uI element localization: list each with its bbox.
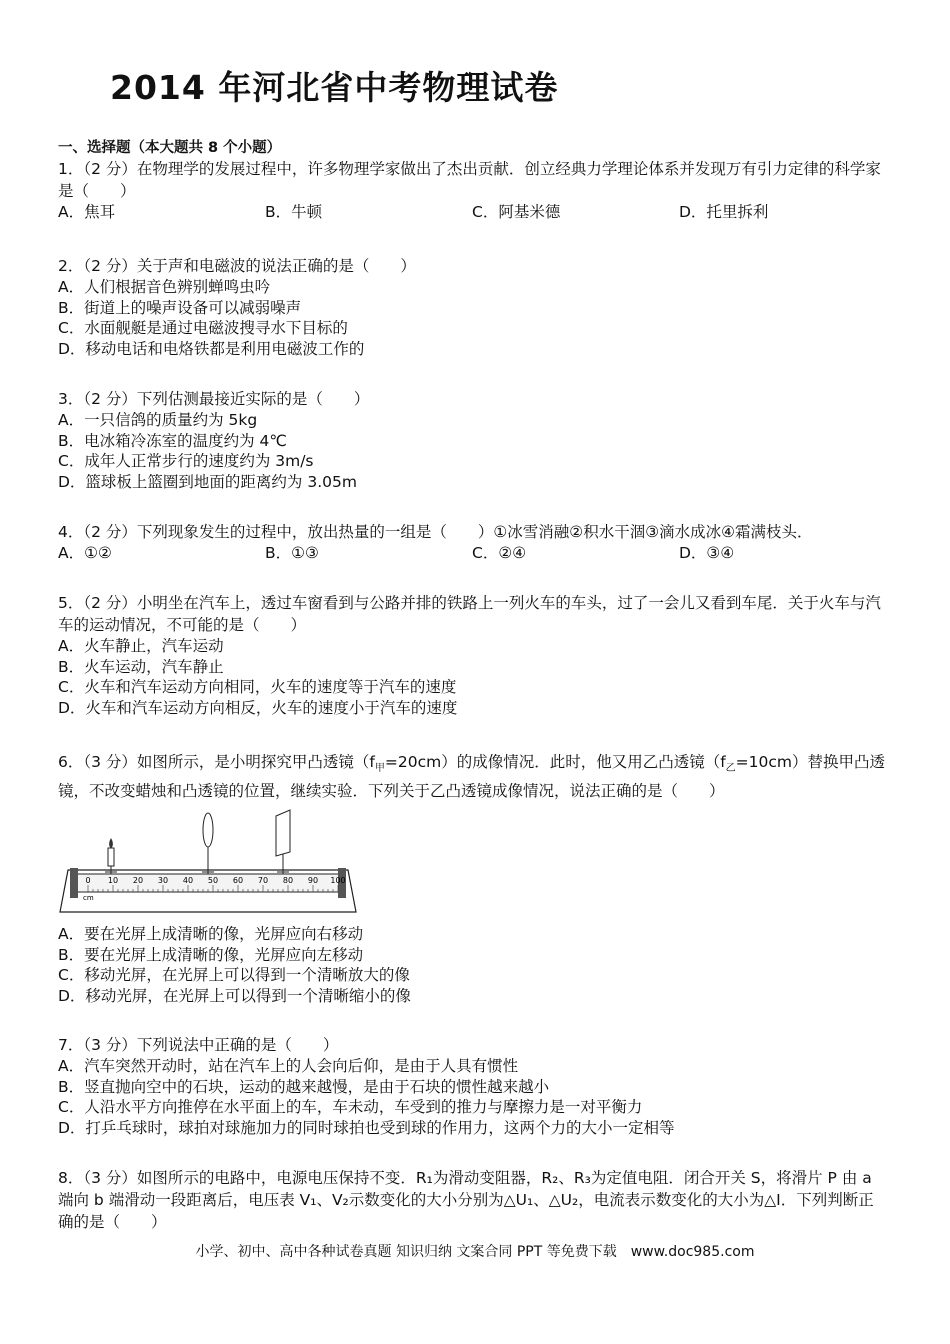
ruler-tick-label: 40 (182, 876, 194, 885)
option-d: D．移动光屏，在光屏上可以得到一个清晰缩小的像 (58, 986, 411, 1005)
convex-lens (202, 813, 214, 874)
ruler-tick-label: 80 (282, 876, 294, 885)
question-1 (58, 158, 886, 223)
candle (105, 838, 117, 874)
question-stem: 3．（2 分）下列估测最接近实际的是（ ） (58, 390, 370, 408)
question-6-options (58, 924, 886, 1006)
question-5 (58, 592, 886, 718)
question-7 (58, 1034, 886, 1138)
option-c: C．成年人正常步行的速度约为 3m/s (58, 452, 314, 470)
option-d: D．③④ (679, 544, 735, 562)
option-b: B．牛顿 (265, 203, 323, 221)
option-d: D．移动电话和电烙铁都是利用电磁波工作的 (58, 339, 365, 358)
option-c: C．阿基米德 (472, 203, 561, 221)
ruler-tick-label: 30 (157, 876, 169, 885)
question-stem: 2．（2 分）关于声和电磁波的说法正确的是（ ） (58, 257, 416, 275)
option-b: B．街道上的噪声设备可以减弱噪声 (58, 298, 302, 317)
ruler-tick-label: 50 (207, 876, 219, 885)
end-post-left (70, 868, 78, 898)
option-a: A．汽车突然开动时，站在汽车上的人会向后仰，是由于人具有惯性 (58, 1057, 519, 1075)
section-heading: 一、选择题（本大题共 8 个小题） (58, 140, 282, 156)
subscript-yi: 乙 (725, 763, 736, 775)
ruler-tick-label: 20 (132, 876, 144, 885)
stem-part-3: =10cm）替换甲凸透镜，不改变蜡烛和凸透镜的位置，继续实验．下列关于乙凸透镜成像情况，说法正确的是（ ） (58, 753, 885, 801)
question-stem: 7．（3 分）下列说法中正确的是（ ） (58, 1036, 339, 1054)
option-a: A．焦耳 (58, 203, 116, 221)
options-row (58, 543, 886, 564)
option-a: A．要在光屏上成清晰的像，光屏应向右移动 (58, 925, 364, 943)
option-b: B．电冰箱冷冻室的温度约为 4℃ (58, 431, 287, 450)
ruler-tick-label: 60 (232, 876, 244, 885)
ruler-tick-label: 70 (257, 876, 269, 885)
option-d: D．火车和汽车运动方向相反，火车的速度小于汽车的速度 (58, 698, 458, 717)
option-a: A．人们根据音色辨别蝉鸣虫吟 (58, 278, 271, 296)
question-2 (58, 255, 886, 359)
ruler-tick-label: 0 (85, 876, 91, 885)
question-3 (58, 388, 886, 492)
ruler-tick-label: 100 (330, 876, 346, 885)
option-a: A．一只信鸽的质量约为 5kg (58, 411, 258, 429)
light-screen (276, 810, 290, 874)
ruler-unit: cm (83, 894, 94, 902)
option-c: C．移动光屏，在光屏上可以得到一个清晰放大的像 (58, 966, 410, 984)
option-a: A．火车静止，汽车运动 (58, 637, 224, 655)
option-c: C．②④ (472, 544, 527, 562)
options-row (58, 202, 886, 223)
question-stem: 4．（2 分）下列现象发生的过程中，放出热量的一组是（ ）①冰雪消融②积水干涸③滴水成冰④霜满枝头． (58, 523, 813, 541)
optical-bench-figure (58, 808, 358, 918)
ruler-tick-label: 90 (307, 876, 319, 885)
option-c: C．人沿水平方向推停在水平面上的车，车未动，车受到的推力与摩擦力是一对平衡力 (58, 1098, 643, 1116)
stem-part-1: 6．（3 分）如图所示，是小明探究甲凸透镜（f (58, 753, 375, 771)
page-title: 2014 年河北省中考物理试卷 (110, 68, 559, 107)
option-b: B．火车运动，汽车静止 (58, 657, 224, 676)
option-b: B．要在光屏上成清晰的像，光屏应向左移动 (58, 945, 364, 964)
option-d: D．打乒乓球时，球拍对球施加力的同时球拍也受到球的作用力，这两个力的大小一定相等 (58, 1118, 675, 1137)
question-8 (58, 1167, 886, 1233)
question-4 (58, 521, 886, 564)
question-stem: 5．（2 分）小明坐在汽车上，透过车窗看到与公路并排的铁路上一列火车的车头，过了一会儿又看到车尾．关于火车与汽车的运动情况，不可能的是（ ） (58, 594, 881, 634)
ruler-tick-label: 10 (107, 876, 119, 885)
option-b: B．竖直抛向空中的石块，运动的越来越慢，是由于石块的惯性越来越小 (58, 1077, 550, 1096)
stem-part-2: =20cm）的成像情况．此时，他又用乙凸透镜（f (384, 753, 726, 771)
question-stem (58, 751, 886, 802)
option-d: D．篮球板上篮圈到地面的距离约为 3.05m (58, 472, 357, 491)
question-stem: 8．（3 分）如图所示的电路中，电源电压保持不变．R₁为滑动变阻器，R₂、R₃为定值电阻．闭合开关 S，将滑片 P 由 a 端向 b 端滑动一段距离后，电压表 V₁、V₂示数变化的大小分别为△U₁、△U₂，电流表示数变化的大小为△I．下列判断正确的是（ ） (58, 1169, 874, 1231)
question-stem: 1．（2 分）在物理学的发展过程中，许多物理学家做出了杰出贡献．创立经典力学理论体系并发现万有引力定律的科学家是（ ） (58, 160, 881, 200)
page-footer: 小学、初中、高中各种试卷真题 知识归纳 文案合同 PPT 等免费下载 www.doc985.com (195, 1244, 755, 1260)
subscript-jia: 甲 (374, 763, 385, 775)
option-b: B．①③ (265, 544, 319, 562)
question-6 (58, 751, 886, 802)
option-c: C．水面舰艇是通过电磁波搜寻水下目标的 (58, 319, 348, 337)
option-d: D．托里拆利 (679, 203, 769, 221)
option-c: C．火车和汽车运动方向相同，火车的速度等于汽车的速度 (58, 678, 457, 696)
option-a: A．①② (58, 544, 112, 562)
